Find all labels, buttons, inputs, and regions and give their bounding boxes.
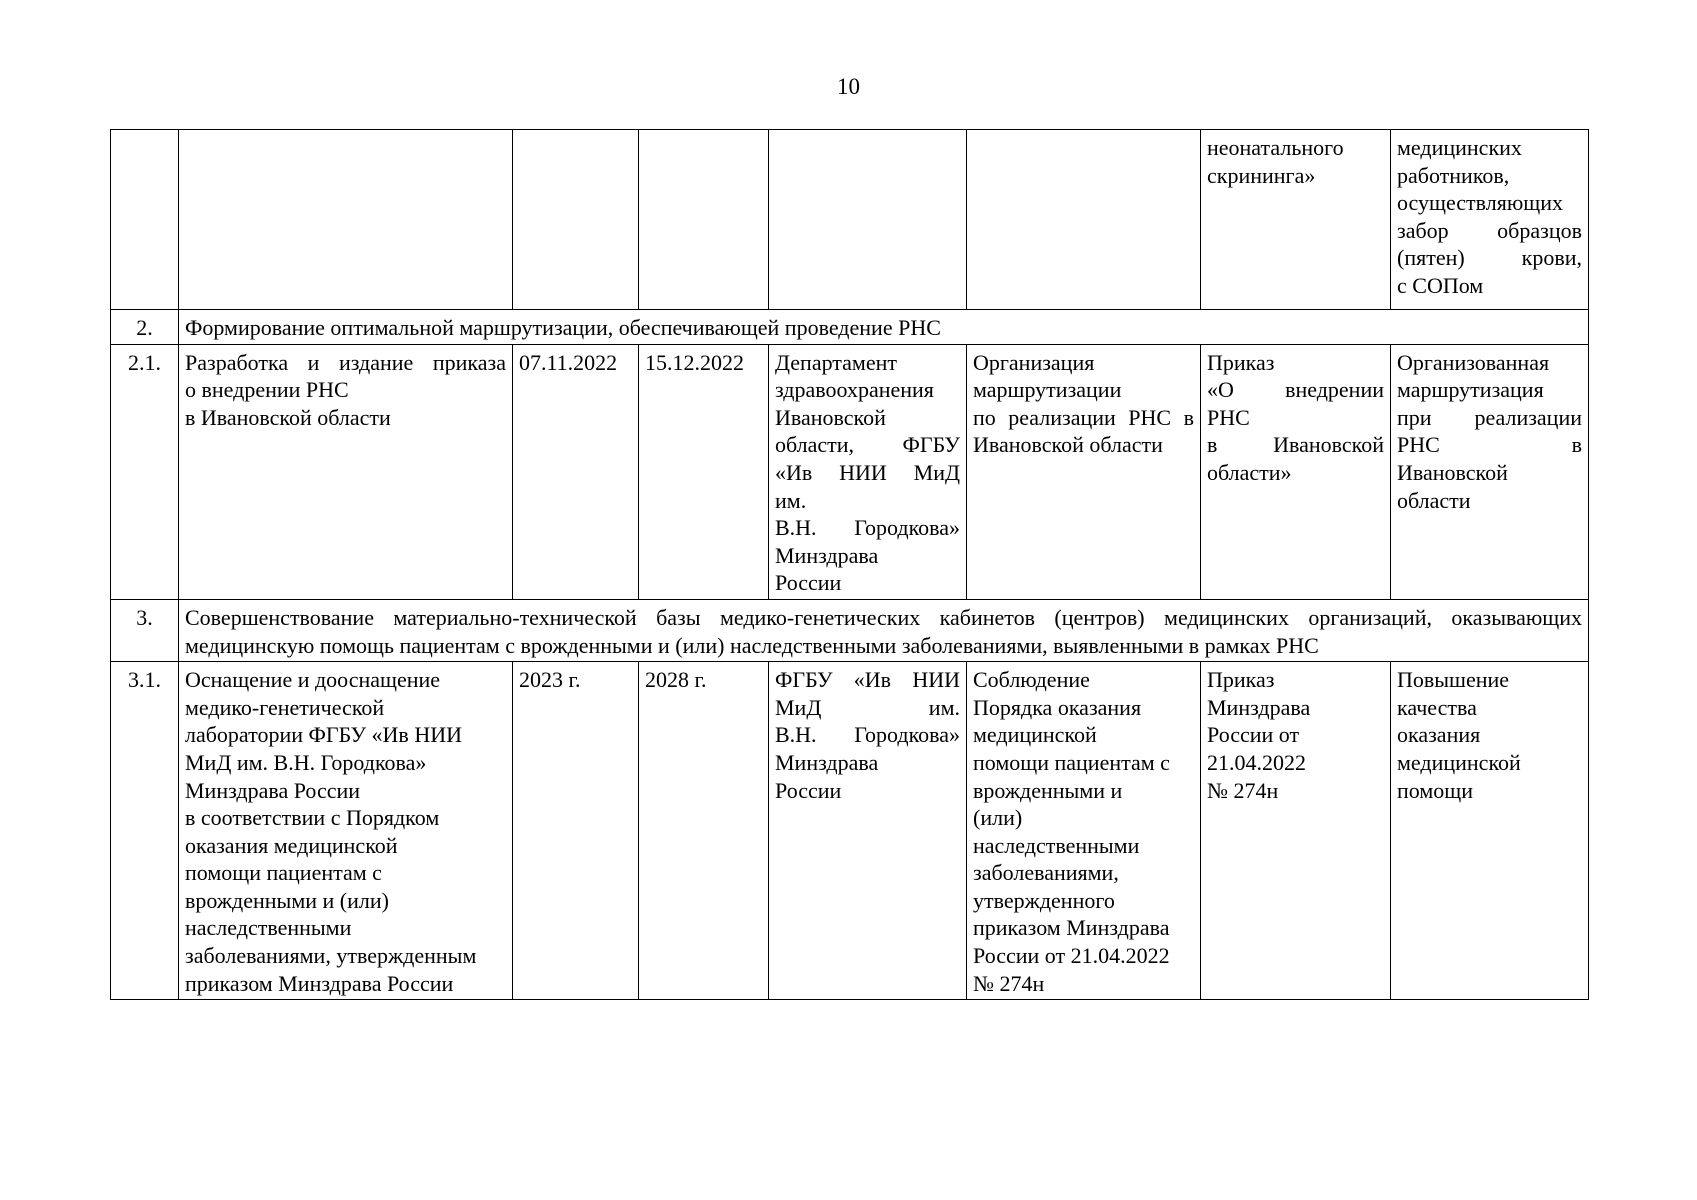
text-line: медицинской	[1397, 749, 1521, 775]
text-line: утвержденного	[973, 887, 1115, 913]
text-line: лаборатории ФГБУ «Ив НИИ	[185, 722, 462, 748]
cell-start: 07.11.2022	[513, 344, 639, 599]
text-line: Порядка оказания	[973, 694, 1142, 720]
text-line: Соблюдение	[973, 667, 1090, 693]
text-line: Повышение	[1397, 667, 1510, 693]
text-line: маршрутизация	[1397, 377, 1544, 403]
text-line: осуществляющих	[1397, 190, 1563, 216]
text-line: в соответствии с Порядком	[185, 805, 440, 831]
text-line: наследственными	[973, 832, 1140, 858]
text-line: МиД им.	[775, 694, 960, 720]
text-line: маршрутизации	[973, 377, 1122, 403]
cell-responsible	[769, 130, 967, 310]
text-line: области	[1397, 487, 1471, 513]
text-line: медико-генетической	[185, 694, 385, 720]
text-line: в Ивановской области	[185, 404, 391, 430]
text-line: в Ивановской	[1207, 432, 1384, 458]
text-line: с СОПом	[1397, 272, 1484, 298]
text-line: Минздрава	[775, 542, 879, 568]
cell-num: 3.1.	[111, 662, 179, 1000]
section-row	[111, 310, 1589, 345]
text-line: (пятен) крови,	[1397, 245, 1582, 271]
cell-num: 3.	[111, 599, 179, 661]
text-line: Ивановской	[775, 404, 886, 430]
text-line: неонатального	[1207, 135, 1344, 160]
cell-effect	[1391, 130, 1589, 310]
text-line: области»	[1207, 459, 1292, 485]
cell-characteristic	[967, 344, 1201, 599]
text-line: по реализации РНС в	[973, 404, 1194, 430]
cell-responsible	[769, 662, 967, 1000]
page-number: 10	[837, 74, 860, 99]
text-line: Приказ	[1207, 349, 1275, 375]
text-line: РНС в	[1397, 432, 1582, 458]
cell-name	[179, 662, 513, 1000]
text-line: Ивановской	[1397, 459, 1508, 485]
text-line: помощи	[1397, 777, 1473, 803]
text-line: Приказ	[1207, 667, 1275, 693]
text-line: (или)	[973, 805, 1023, 831]
text-line: России от 21.04.2022	[973, 943, 1170, 969]
text-line: 21.04.2022	[1207, 749, 1306, 775]
text-line: помощи пациентам с	[973, 749, 1170, 775]
text-line: им.	[775, 487, 807, 513]
text-line: МиД им. В.Н. Городкова»	[185, 749, 427, 775]
cell-effect	[1391, 662, 1589, 1000]
cell-effect	[1391, 344, 1589, 599]
cell-start: 2023 г.	[513, 662, 639, 1000]
cell-name	[179, 130, 513, 310]
section-title: Совершенствование материально-технической базы медико-генетических кабинетов (центров) медицинских организаций, оказывающих медицинскую помощь пациентам с врожденными и (или) наследственными заболеваниями, выявленными в рамках РНС	[179, 599, 1589, 661]
cell-num: 2.1.	[111, 344, 179, 599]
cell-responsible	[769, 344, 967, 599]
cell-characteristic	[967, 662, 1201, 1000]
cell-end	[639, 130, 769, 310]
cell-characteristic	[967, 130, 1201, 310]
section-row	[111, 599, 1589, 661]
text-line: Организация	[973, 349, 1095, 375]
text-line: приказом Минздрава	[973, 915, 1170, 941]
text-line: Разработка и издание приказа	[185, 349, 506, 375]
text-line: «О внедрении	[1207, 377, 1384, 403]
text-line: медицинских	[1397, 135, 1522, 160]
text-line: здравоохранения	[775, 377, 934, 403]
text-line: Минздрава России	[185, 777, 361, 803]
text-line: России	[775, 570, 842, 596]
text-line: ФГБУ «Ив НИИ	[775, 667, 960, 693]
text-line: приказом Минздрава России	[185, 970, 454, 996]
cell-result	[1201, 130, 1391, 310]
text-line: работников,	[1397, 162, 1510, 188]
text-line: Оснащение и дооснащение	[185, 667, 441, 693]
text-line: В.Н. Городкова»	[775, 722, 960, 748]
cell-start	[513, 130, 639, 310]
text-line: Ивановской области	[973, 432, 1163, 458]
text-line: врожденными и	[973, 777, 1123, 803]
text-line: оказания медицинской	[185, 832, 398, 858]
cell-result	[1201, 344, 1391, 599]
text-line: № 274н	[973, 970, 1045, 996]
table-row	[111, 130, 1589, 310]
text-line: при реализации	[1397, 404, 1582, 430]
cell-end: 15.12.2022	[639, 344, 769, 599]
text-line: качества	[1397, 694, 1477, 720]
table-row	[111, 662, 1589, 1000]
section-title: Формирование оптимальной маршрутизации, обеспечивающей проведение РНС	[179, 310, 1589, 345]
text-line: Организованная	[1397, 349, 1550, 375]
text-line: России от	[1207, 722, 1300, 748]
text-line: РНС	[1207, 404, 1250, 430]
text-line: медицинской	[973, 722, 1097, 748]
text-line: В.Н. Городкова»	[775, 515, 960, 541]
cell-name	[179, 344, 513, 599]
text-line: области, ФГБУ	[775, 432, 960, 458]
cell-num	[111, 130, 179, 310]
text-line: наследственными	[185, 915, 352, 941]
text-line: «Ив НИИ МиД	[775, 459, 960, 485]
cell-result	[1201, 662, 1391, 1000]
table-row	[111, 344, 1589, 599]
cell-end: 2028 г.	[639, 662, 769, 1000]
text-line: заболеваниями,	[973, 860, 1119, 886]
text-line: скрининга»	[1207, 162, 1316, 188]
text-line: № 274н	[1207, 777, 1279, 803]
text-line: Минздрава	[775, 749, 879, 775]
plan-table	[110, 129, 1589, 1000]
text-line: оказания	[1397, 722, 1481, 748]
text-line: Департамент	[775, 349, 898, 375]
text-line: России	[775, 777, 842, 803]
text-line: помощи пациентам с	[185, 860, 382, 886]
text-line: Минздрава	[1207, 694, 1311, 720]
text-line: заболеваниями, утвержденным	[185, 943, 477, 969]
text-line: о внедрении РНС	[185, 377, 349, 403]
text-line: забор образцов	[1397, 217, 1582, 243]
cell-num: 2.	[111, 310, 179, 345]
text-line: врожденными и (или)	[185, 887, 389, 913]
